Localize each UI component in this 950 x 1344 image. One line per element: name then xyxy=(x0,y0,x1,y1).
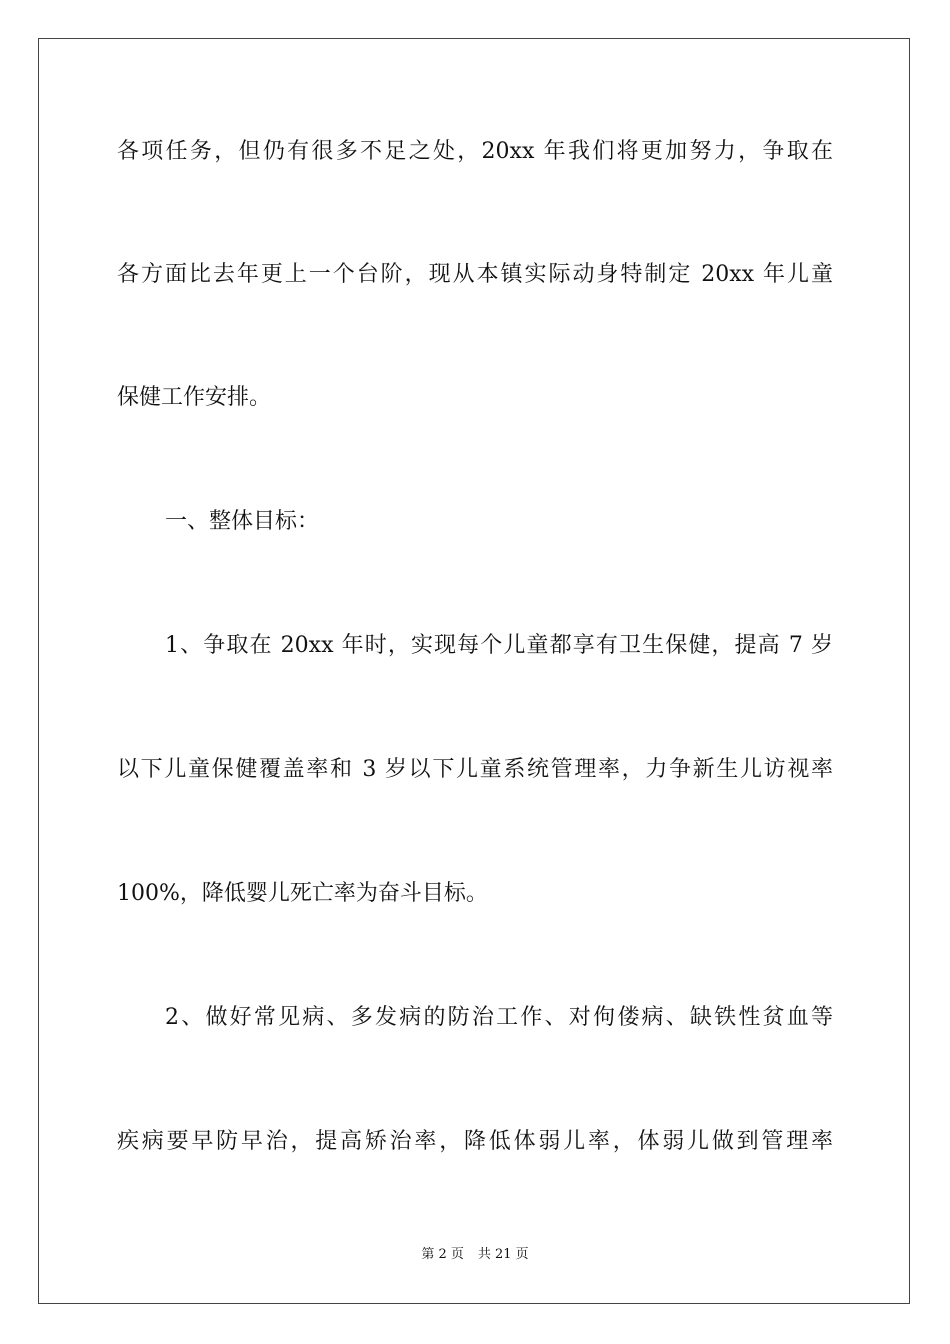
paragraph-line-3: 保健工作安排。 xyxy=(117,385,272,410)
section-heading: 一、整体目标： xyxy=(165,509,320,534)
item-1-line-3: 100%，降低婴儿死亡率为奋斗目标。 xyxy=(117,881,488,906)
item-1-line-2: 以下儿童保健覆盖率和 3 岁以下儿童系统管理率，力争新生儿访视率 xyxy=(117,757,833,782)
page-number-total: 共 21 页 xyxy=(477,1247,529,1262)
item-1-line-1: 1、争取在 20xx 年时，实现每个儿童都享有卫生保健，提高 7 岁 xyxy=(165,633,833,658)
page-footer xyxy=(0,1246,950,1264)
paragraph-line-1: 各项任务，但仍有很多不足之处，20xx 年我们将更加努力，争取在 xyxy=(117,139,833,164)
page-border xyxy=(38,38,910,1304)
page-number-current: 第 2 页 xyxy=(421,1247,464,1262)
paragraph-line-2: 各方面比去年更上一个台阶，现从本镇实际动身特制定 20xx 年儿童 xyxy=(117,262,833,287)
item-2-line-2: 疾病要早防早治，提高矫治率，降低体弱儿率，体弱儿做到管理率 xyxy=(117,1129,833,1154)
item-2-line-1: 2、做好常见病、多发病的防治工作、对佝偻病、缺铁性贫血等 xyxy=(165,1005,833,1030)
